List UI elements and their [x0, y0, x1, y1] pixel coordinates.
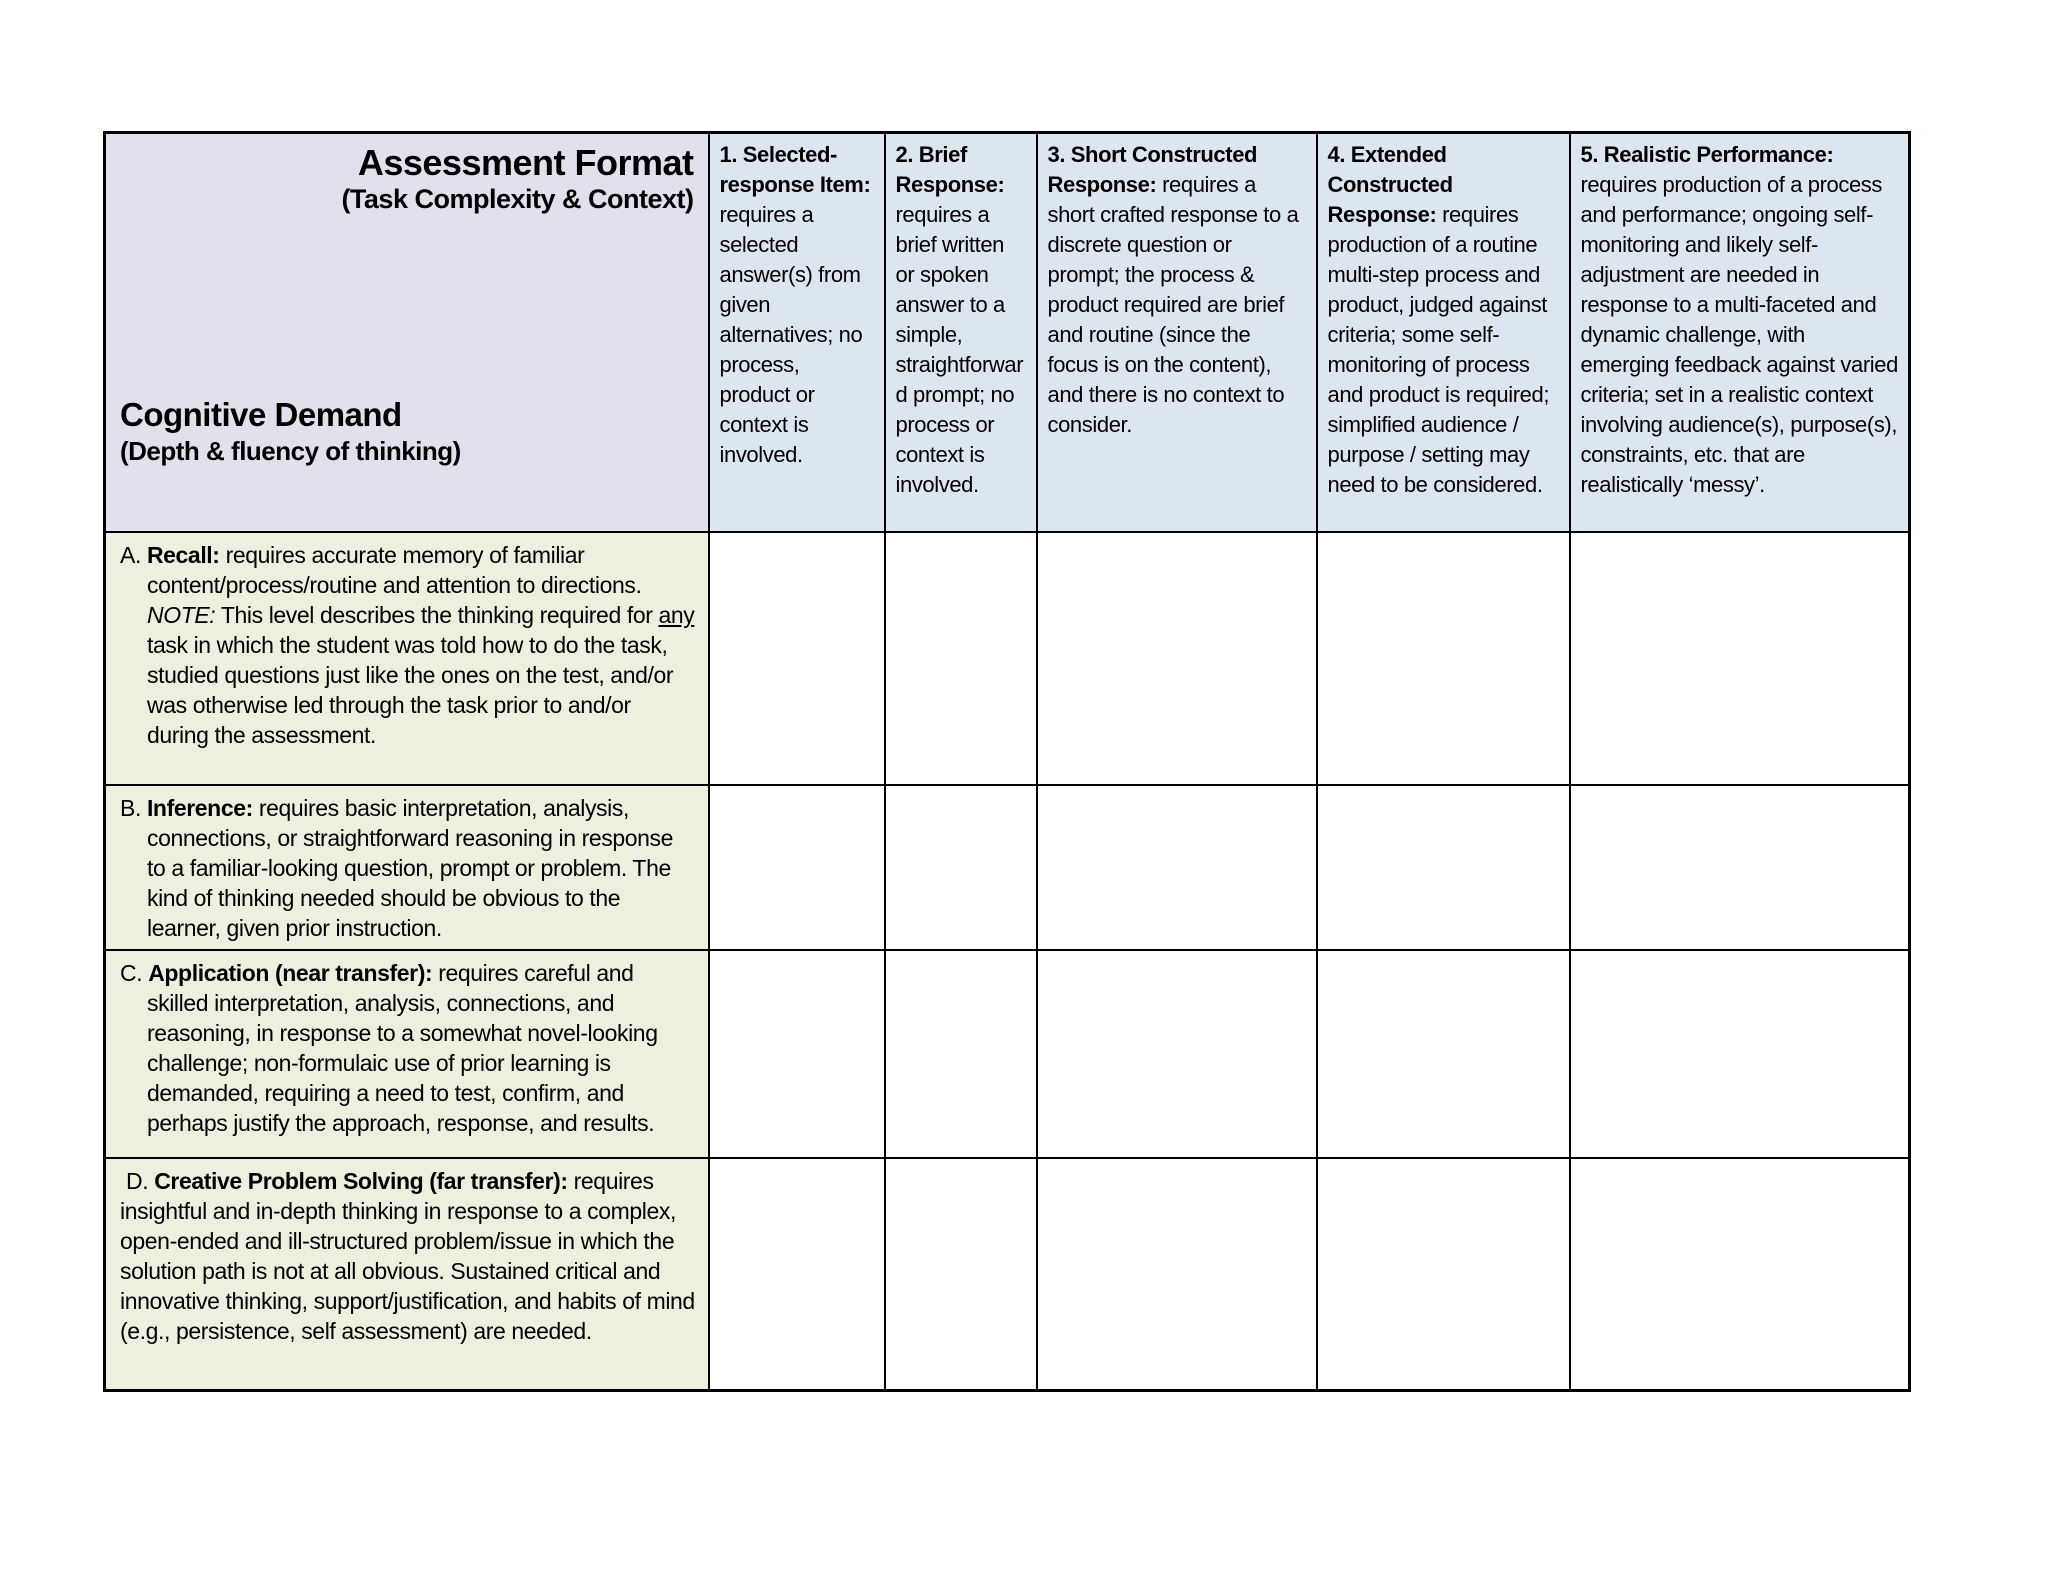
column-header-5-label: 5. Realistic Performance:	[1580, 142, 1834, 167]
column-header-1-label: 1. Selected-response Item:	[719, 142, 871, 197]
row-creative-problem-solving	[105, 1158, 1910, 1391]
matrix-cell-c3	[1037, 950, 1317, 1158]
matrix-cell-d1	[709, 1158, 885, 1391]
row-application	[105, 950, 1910, 1158]
row-application-letter: C.	[120, 960, 143, 986]
column-header-5-desc: requires production of a process and performance; ongoing self-monitoring and likely self-adjustment are needed in response to a multi-faceted and dynamic challenge, with emerging feedback against varied criteria; set in a realistic context involving audience(s), purpose(s), constraints, etc. that are realistically ‘messy’.	[1580, 172, 1898, 497]
matrix-cell-c5	[1570, 950, 1910, 1158]
row-header-creative-problem-solving	[105, 1158, 709, 1391]
matrix-cell-b4	[1317, 785, 1570, 950]
matrix-cell-c2	[885, 950, 1037, 1158]
row-cps-title: Creative Problem Solving (far transfer):	[154, 1168, 568, 1194]
header-row	[105, 133, 1910, 533]
row-recall-title: Recall:	[146, 542, 220, 568]
column-header-4-label: 4. Extended Constructed Response:	[1327, 142, 1453, 227]
matrix-cell-b1	[709, 785, 885, 950]
row-application-title: Application (near transfer):	[148, 960, 433, 986]
matrix-cell-a4	[1317, 532, 1570, 785]
matrix-cell-b2	[885, 785, 1037, 950]
column-header-2-label: 2. Brief Response:	[895, 142, 1005, 197]
column-header-3-desc: requires a short crafted response to a discrete question or prompt; the process & product required are brief and routine (since the focus is on the content), and there is no context to consider.	[1047, 172, 1299, 437]
matrix-cell-d4	[1317, 1158, 1570, 1391]
assessment-matrix-table	[103, 131, 1911, 1392]
column-header-5	[1570, 133, 1910, 533]
column-axis-title: Assessment Format	[357, 142, 694, 183]
row-application-text: requires careful and skilled interpretation, analysis, connections, and reasoning, in response to a somewhat novel-looking challenge; non-formulaic use of prior learning is demanded, requiring a need to test, confirm, and perhaps justify the approach, response, and results.	[147, 960, 658, 1136]
row-inference	[105, 785, 1910, 950]
column-axis-subtitle: (Task Complexity & Context)	[341, 184, 694, 215]
row-inference-letter: B.	[120, 795, 141, 821]
row-axis-title: Cognitive Demand	[120, 395, 402, 433]
row-recall-letter: A.	[120, 542, 141, 568]
row-recall-note: NOTE:	[147, 602, 216, 628]
column-axis-heading	[106, 134, 708, 217]
row-inference-text: requires basic interpretation, analysis, connections, or straightforward reasoning in response to a familiar-looking question, prompt or problem. The kind of thinking needed should be obvious to the learner, given prior instruction.	[147, 795, 673, 941]
row-header-inference	[105, 785, 709, 950]
matrix-cell-d3	[1037, 1158, 1317, 1391]
row-header-application	[105, 950, 709, 1158]
row-recall-text: requires accurate memory of familiar content/process/routine and attention to directions.	[147, 542, 642, 598]
row-axis-subtitle: (Depth & fluency of thinking)	[120, 435, 461, 466]
row-recall-text2: This level describes the thinking required for	[220, 602, 653, 628]
matrix-cell-a3	[1037, 532, 1317, 785]
matrix-cell-a2	[885, 532, 1037, 785]
row-cps-letter: D.	[126, 1168, 149, 1194]
column-header-2	[885, 133, 1037, 533]
row-recall	[105, 532, 1910, 785]
row-recall-underlined-word: any	[658, 602, 695, 628]
matrix-cell-a5	[1570, 532, 1910, 785]
matrix-cell-c4	[1317, 950, 1570, 1158]
row-header-recall	[105, 532, 709, 785]
matrix-cell-d5	[1570, 1158, 1910, 1391]
matrix-cell-c1	[709, 950, 885, 1158]
matrix-cell-b3	[1037, 785, 1317, 950]
row-inference-title: Inference:	[146, 795, 253, 821]
column-header-4	[1317, 133, 1570, 533]
column-header-2-desc: requires a brief written or spoken answer to a simple, straightforward prompt; no process or context is involved.	[895, 202, 1024, 497]
matrix-cell-d2	[885, 1158, 1037, 1391]
corner-cell	[105, 133, 709, 533]
column-header-1-desc: requires a selected answer(s) from given alternatives; no process, product or context is involved.	[719, 202, 863, 467]
row-cps-text: requires insightful and in-depth thinking in response to a complex, open-ended and ill-structured problem/issue in which the solution path is not at all obvious. Sustained critical and innovative thinking, support/justification, and habits of mind (e.g., persistence, self assessment) are needed.	[120, 1168, 695, 1344]
column-header-3	[1037, 133, 1317, 533]
row-axis-heading	[120, 395, 461, 467]
column-header-1	[709, 133, 885, 533]
matrix-cell-b5	[1570, 785, 1910, 950]
column-header-4-desc: requires production of a routine multi-step process and product, judged against criteria; some self-monitoring of process and product is required; simplified audience / purpose / setting may need to be considered.	[1327, 202, 1550, 497]
row-recall-text3: task in which the student was told how to do the task, studied questions just like the ones on the test, and/or was otherwise led through the task prior to and/or during the assessment.	[147, 632, 674, 748]
column-header-3-label: 3. Short Constructed Response:	[1047, 142, 1258, 197]
matrix-cell-a1	[709, 532, 885, 785]
